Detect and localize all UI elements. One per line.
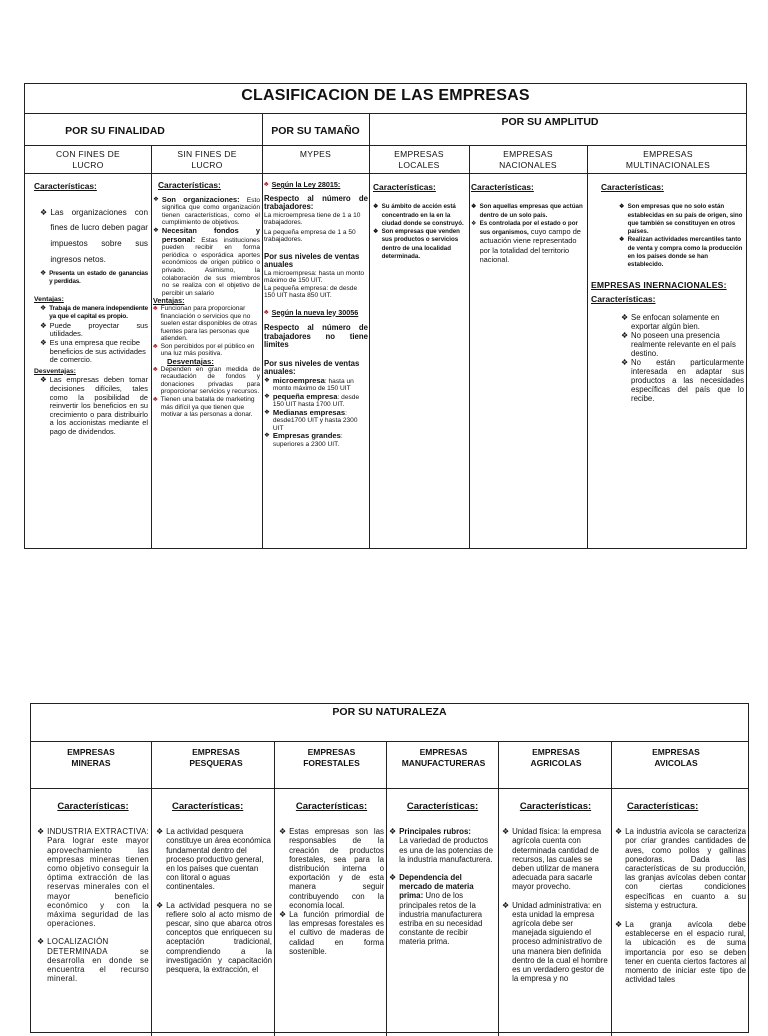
bullet-icon: ❖	[264, 432, 270, 439]
divider	[386, 741, 387, 1036]
column-header: EMPRESAS AVICOLAS	[652, 747, 700, 768]
classification-table	[24, 83, 747, 549]
bullet-icon: ❖	[40, 269, 47, 277]
divider	[151, 145, 152, 549]
group-header-tamano: POR SU TAMAÑO	[271, 125, 360, 137]
column-header: EMPRESAS PESQUERAS	[189, 747, 243, 768]
column-header: EMPRESAS NACIONALES	[499, 149, 557, 170]
column-header: SIN FINES DE LUCRO	[177, 149, 237, 170]
bullet-icon: ❖	[279, 827, 287, 837]
bullet-icon: ❖	[40, 207, 48, 217]
bullet-icon: ❖	[279, 910, 287, 920]
divider	[274, 741, 275, 1036]
table-title: CLASIFICACION DE LAS EMPRESAS	[241, 87, 530, 104]
bullet-icon: ❖	[40, 375, 47, 385]
bullet-icon: ❖	[615, 920, 623, 930]
bullet-icon: ❖	[389, 873, 397, 883]
divider	[469, 145, 470, 549]
divider	[151, 741, 152, 1036]
bullet-icon: ❖	[471, 219, 477, 227]
bullet-icon: ❖	[619, 203, 625, 211]
bullet-icon: ❖	[40, 304, 47, 312]
cell-manufactureras: Características: ❖ Principales rubros: La variedad de productos es una de las potencias de la industria manufacturera. ❖ Dependencia del mercado de materia prima: Uno de los principales retos de la industria manufacturera estriba en su necesidad constante de recibir materia prima.	[389, 802, 493, 947]
divider	[262, 145, 263, 549]
bullet-icon: ❖	[156, 900, 164, 910]
bullet-icon: ❖	[264, 392, 270, 400]
divider	[25, 173, 746, 174]
divider	[498, 741, 499, 1036]
cell-locales: Características: ❖ Su ámbito de acción está concentrado en la en la ciudad donde se construyó. ❖ Son empresas que venden sus productos o servicios dentro de una localidad determinada.	[373, 183, 464, 261]
column-header: EMPRESAS MULTINACIONALES	[625, 149, 711, 170]
column-header: EMPRESAS MINERAS	[67, 747, 115, 768]
divider	[31, 788, 748, 789]
column-header: EMPRESAS LOCALES	[394, 149, 444, 170]
bullet-icon: ❖	[502, 827, 510, 837]
naturaleza-table	[30, 703, 749, 1033]
divider	[25, 113, 746, 114]
cell-label: Características:	[34, 182, 97, 191]
cell-forestales: Características: ❖ Estas empresas son las responsables de la creación de productos forestales, sea para la distribución interna o exportación y de esta manera seguir contribuyendo con la economía local. ❖ La función primordial de las empresas forestales es el cultivo de maderas de calidad en forma sostenible.	[279, 802, 384, 956]
column-header: EMPRESAS FORESTALES	[303, 747, 360, 768]
cell-avicolas: Características: ❖ La industria avícola se caracteriza por criar grandes cantidades de aves, como pollos y gallinas ponedoras. Dada las características de su producción, las granjas avícolas deben contar con ciertas condiciones específicas en cuanto a su sistema y estructura. ❖ La granja avícola debe establecerse en el espacio rural, la ubicación es de suma importancia por eso se deben tener en cuenta ciertos factores al momento de iniciar este tipo de actividad tales	[615, 802, 746, 985]
group-header-amplitud: POR SU AMPLITUD	[501, 116, 599, 128]
bullet-icon: ❖	[37, 827, 45, 837]
bullet-icon: ❖	[389, 827, 397, 837]
cell-nacionales: Características: ❖ Son aquellas empresas que actúan dentro de un solo país. ❖ Es controlada por el estado o por sus organismos, cuyo campo de actuación viene representado por la totalidad del territorio nacional.	[471, 183, 583, 265]
bullet-icon: ❖	[153, 226, 159, 234]
bullet-icon: ❖	[621, 313, 628, 323]
bullet-icon: ❖	[373, 228, 379, 236]
bullet-icon: ♣	[153, 342, 158, 350]
bullet-icon: ❖	[264, 408, 270, 416]
divider	[25, 145, 746, 146]
divider	[611, 741, 612, 1036]
bullet-icon: ❖	[264, 376, 270, 384]
cell-agricolas: Características: ❖ Unidad física: la empresa agrícola cuenta con determinada cantidad de recursos, las cuales se deben utilizar de manera adecuada para sacarle mayor provecho. ❖ Unidad administrativa: en esta unidad la empresa agrícola debe ser manejada siguiendo el proceso administrativo de una manera bien definida dentro de la cual el hombre es un verdadero gestor de la empresa y no	[502, 802, 608, 984]
bullet-icon: ❖	[40, 337, 47, 347]
bullet-icon: ❖	[153, 195, 159, 203]
column-header: CON FINES DE LUCRO	[55, 149, 121, 170]
bullet-icon: ❖	[37, 937, 45, 947]
cell-mineras: Características: ❖ INDUSTRIA EXTRACTIVA: Para lograr este mayor aprovechamiento las empresas mineras tienen como objetivo conseguir la óptima extracción de las reservas minerales con el mayor beneficio económico y con la máxima seguridad de las operaciones. ❖ LOCALIZACIÓN DETERMINADA se desarrolla en donde se encuentra el recurso mineral.	[37, 802, 149, 984]
bullet-icon: ♣	[153, 304, 158, 312]
bullet-icon: ♣	[153, 365, 158, 373]
table-title: POR SU NATURALEZA	[332, 706, 447, 718]
bullet-icon: ❖	[373, 203, 379, 211]
bullet-icon: ❖	[40, 320, 47, 330]
group-header-finalidad: POR SU FINALIDAD	[65, 125, 165, 137]
divider	[369, 145, 370, 549]
column-header: MYPES	[299, 149, 332, 159]
divider	[31, 741, 748, 742]
bullet-icon: ❖	[621, 331, 628, 341]
column-header: EMPRESAS MANUFACTURERAS	[401, 747, 486, 768]
bullet-icon: ♣	[264, 181, 269, 188]
cell-multinacionales: Características: ❖ Son empresas que no solo están establecidas en su país de origen, sino que también se constituyen en otros países. ❖ Realizan actividades mercantiles tanto de venta y compra como la producción en los países donde se han establecido. EMPRESAS INERNACIONALES: Características: ❖ Se enfocan solamente en exportar algún bien. ❖ No poseen una presencia realmente relevante en el país destino. ❖ No están particularmente interesada en adaptar sus productos a las necesidades específicas del país que lo recibe.	[591, 183, 744, 404]
divider	[587, 145, 588, 549]
bullet-icon: ♣	[264, 308, 269, 316]
bullet-icon: ❖	[619, 236, 625, 244]
cell-con-fines: Características: ❖ Las organizaciones con fines de lucro deben pagar impuestos sobre sus ingresos netos. ❖ Presenta un estado de ganancias y perdidas. Ventajas: ❖ Trabaja de manera independiente ya que el capital es propio. ❖ Puede proyectar sus utilidades. ❖ Es una empresa que recibe beneficios de sus actividades de comercio. Desventajas: ❖ Las empresas deben tomar decisiones difíciles, tales como la posibilidad de reinvertir los beneficios en su crecimiento o para distribuirlo a los accionistas mediante el pago de dividendos.	[34, 182, 148, 436]
bullet-icon: ❖	[615, 827, 623, 837]
bullet-icon: ❖	[471, 203, 477, 211]
cell-sin-fines: Características: ❖ Son organizaciones: Esto significa que como organización tienen características, como el cumplimiento de objetivos. ❖ Necesitan fondos y personal: Estas instituciones pueden recibir en forma periódica o esporádica aportes económicos de origen público o privado. Asimismo, la colaboración de sus miembros no se realiza con el objetivo de percibir un salario Ventajas: ♣ Funcionan para proporcionar financiación o servicios que no suelen estar disponibles de otras fuentes para las personas que atienden. ♣ Son percibidos por el público en una luz más positiva. Desventajas: ♣ Dependen en gran medida de recaudación de fondos y donaciones privadas para proporcionar servicios y recursos. ♣ Tienen una batalla de marketing más difícil ya que tienen que motivar a las personas a donar.	[153, 182, 260, 419]
divider	[369, 113, 370, 145]
bullet-icon: ❖	[621, 358, 628, 368]
bullet-icon: ❖	[502, 900, 510, 910]
bullet-icon: ♣	[153, 396, 158, 404]
cell-mypes: ♣ Según la Ley 28015: Respecto al número de trabajadores: La microempresa tiene de 1 a 10 trabajadores. La pequeña empresa de 1 a 50 trabajadores. Por sus niveles de ventas anuales La microempresa: hasta un monto máximo de 150 UIT. La pequeña empresa: de desde 150 UIT hasta 850 UIT. ♣ Según la nueva ley 30056 Respecto al número de trabajadores no tiene limites Por sus niveles de ventas anuales: ❖ microempresa: hasta un monto máximo de 150 UIT ❖ pequeña empresa: desde 150 UIT hasta 1700 UIT. ❖ Medianas empresas: desde1700 UIT y hasta 2300 UIT ❖ Empresas grandes: superiores a 2300 UIT.	[264, 181, 368, 448]
column-header: EMPRESAS AGRICOLAS	[530, 747, 582, 768]
bullet-icon: ❖	[156, 827, 164, 837]
cell-pesqueras: Características: ❖ La actividad pesquera constituye un área económica fundamental dentro del proceso productivo general, en los países que cuentan con litoral o aguas continentales. ❖ La actividad pesquera no se refiere solo al acto mismo de pescar, sino que abarca otros conceptos que enriquecen su aceptación tradicional, comprendiendo a la investigación y capacitación pesquera, la extracción, el	[156, 802, 272, 975]
